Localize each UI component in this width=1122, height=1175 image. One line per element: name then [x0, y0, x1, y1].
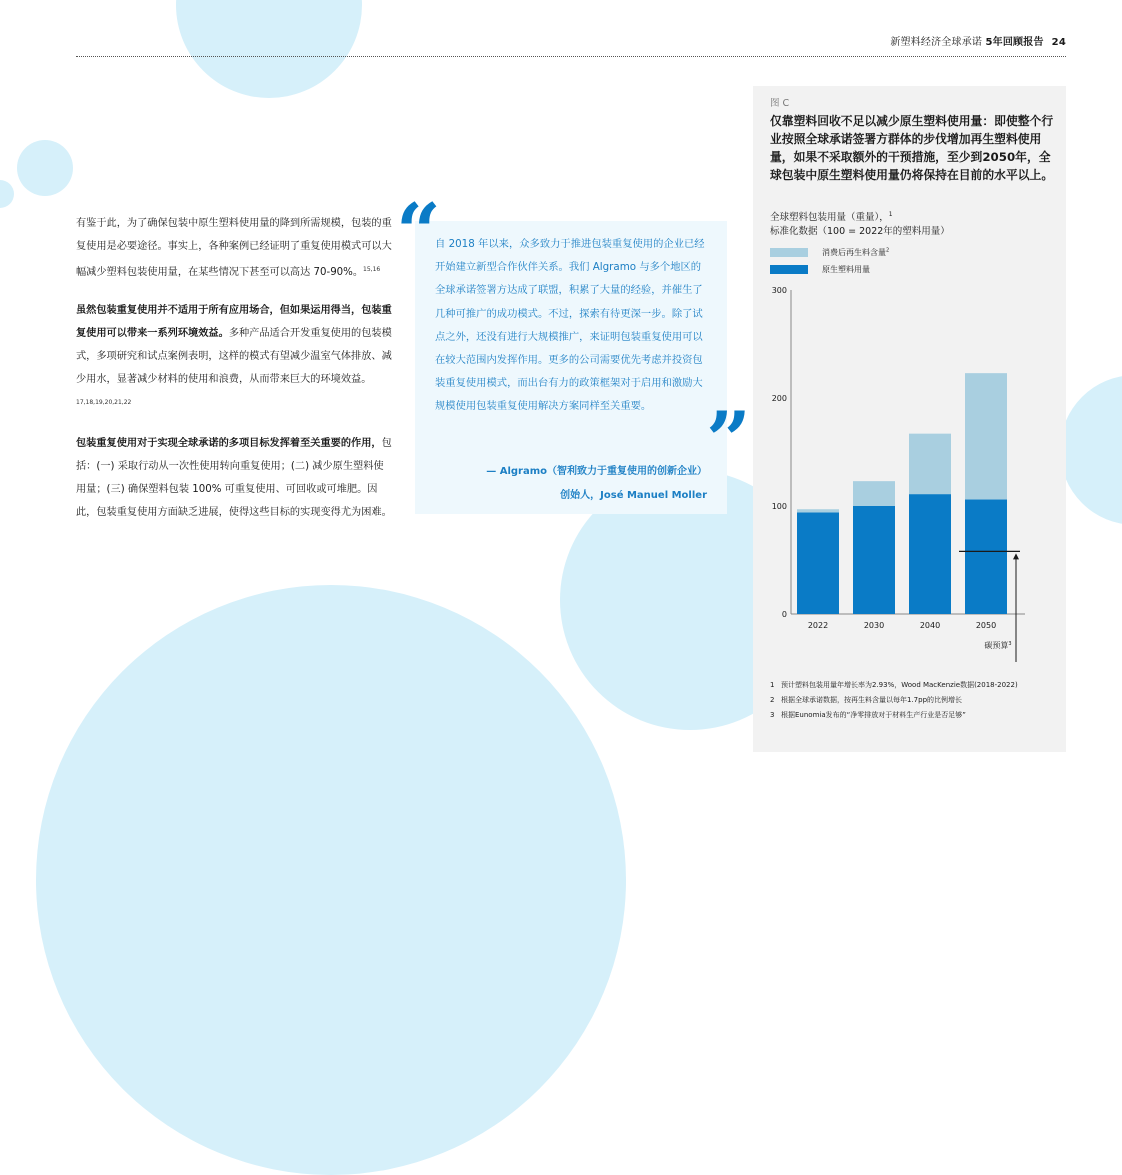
x-tick-label: 2040: [919, 621, 941, 630]
decorative-circle: [1060, 375, 1122, 525]
y-tick-label: 0: [781, 610, 787, 619]
bar-segment: [853, 481, 895, 506]
header-title-bold: 5年回顾报告: [985, 37, 1044, 48]
x-tick-label: 2050: [975, 621, 997, 630]
footnote-ref: 1: [888, 211, 893, 218]
paragraph-3: 包装重复使用对于实现全球承诺的多项目标发挥着至关重要的作用，包括：(一) 采取行动从一次性使用转向重复使用；(二) 减少原生塑料使用量；(三) 确保塑料包装 100% 可重复使用、可回收或可堆肥。因此，包装重复使用方面缺乏进展，使得这些目标的实现变得尤为困难。: [76, 438, 392, 518]
figure-title: 仅靠塑料回收不足以减少原生塑料使用量：即使整个行业按照全球承诺签署方群体的步伐增加再生塑料使用量，如果不采取额外的干预措施，至少到2050年，全球包装中原生塑料使用量仍将保持在目前的水平以上。: [770, 114, 1054, 182]
quote-attribution-person: 创始人，José Manuel Moller: [560, 490, 707, 501]
footnote-text: 预计塑料包装用量年增长率为2.93%，Wood MacKenzie数据(2018-2022): [781, 681, 1018, 689]
decorative-circle: [36, 585, 626, 1175]
header-title: 新塑料经济全球承诺: [890, 37, 986, 48]
y-tick-label: 100: [771, 502, 787, 511]
footnote-ref: 15,16: [363, 266, 381, 273]
y-tick-label: 200: [771, 394, 787, 403]
quote-attribution-org: — Algramo（智利致力于重复使用的创新企业）: [486, 466, 707, 477]
decorative-circle: [0, 180, 14, 208]
legend-swatch-recycled: [770, 248, 808, 257]
carbon-budget-label: 碳预算$^3$: [984, 641, 1012, 650]
bar-segment: [909, 494, 951, 614]
header-divider: [76, 56, 1066, 57]
footnote-ref: 3: [1008, 641, 1012, 647]
paragraph-2: 虽然包装重复使用并不适用于所有应用场合，但如果运用得当，包装重复使用可以带来一系列环境效益。多种产品适合开发重复使用的包装模式，多项研究和试点案例表明，这样的模式有望减少温室气体排放、减少用水，显著减少材料的使用和浪费，从而带来巨大的环境效益。$^{17,18,19,20,21,22}$: [76, 305, 392, 406]
bar-segment: [909, 434, 951, 494]
x-tick-label: 2030: [863, 621, 885, 630]
footnote-item: [770, 693, 1060, 708]
figure-footnotes: [770, 678, 1060, 723]
close-quote-icon: ”: [706, 395, 751, 486]
open-quote-icon: “: [396, 187, 441, 278]
body-text-column: [76, 212, 392, 539]
figure-label: 图 C: [770, 98, 790, 109]
x-tick-label: 2022: [807, 621, 829, 630]
legend-swatch-virgin: [770, 265, 808, 274]
y-tick-label: 300: [771, 286, 787, 295]
stacked-bar-chart: [753, 280, 1066, 675]
decorative-circle: [17, 140, 73, 196]
footnote-number: 3: [770, 711, 775, 719]
bar-segment: [965, 500, 1007, 614]
arrow-head-icon: [1013, 553, 1019, 559]
paragraph-1: 有鉴于此，为了确保包装中原生塑料使用量的降到所需规模，包装的重复使用是必要途径。事实上，各种案例已经证明了重复使用模式可以大幅减少塑料包装使用量，在某些情况下甚至可以高达 70-90%。$^{15,16}$: [76, 218, 392, 278]
decorative-circle: [176, 0, 362, 98]
bar-segment: [853, 506, 895, 614]
footnote-item: [770, 708, 1060, 723]
page-number: 24: [1051, 37, 1066, 48]
pull-quote-text: 自 2018 年以来，众多致力于推进包装重复使用的企业已经开始建立新型合作伙伴关系。我们 Algramo 与多个地区的全球承诺签署方达成了联盟，积累了大量的经验，并催生了几种可推广的成功模式。不过，探索有待更深一步。除了试点之外，还没有进行大规模推广，来证明包装重复使用可以在较大范围内发挥作用。更多的公司需要优先考虑并投资包装重复使用模式，而出台有力的政策框架对于启用和激励大规模使用包装重复使用解决方案同样至关重要。: [435, 238, 705, 413]
footnote-number: 2: [770, 696, 775, 704]
figure-subtitle: 全球塑料包装用量（重量），$^1$ 标准化数据（100 = 2022年的塑料用量）: [770, 211, 950, 238]
footnote-item: [770, 678, 1060, 693]
running-header: [890, 33, 1066, 48]
footnote-text: 根据Eunomia发布的“净零排放对于材料生产行业是否足够”: [781, 711, 966, 719]
bar-segment: [797, 512, 839, 614]
footnote-text: 根据全球承诺数据，按再生料含量以每年1.7pp的比例增长: [781, 696, 963, 704]
bar-segment: [797, 509, 839, 512]
bar-segment: [965, 373, 1007, 499]
footnote-ref: 17,18,19,20,21,22: [76, 399, 132, 406]
footnote-number: 1: [770, 681, 775, 689]
